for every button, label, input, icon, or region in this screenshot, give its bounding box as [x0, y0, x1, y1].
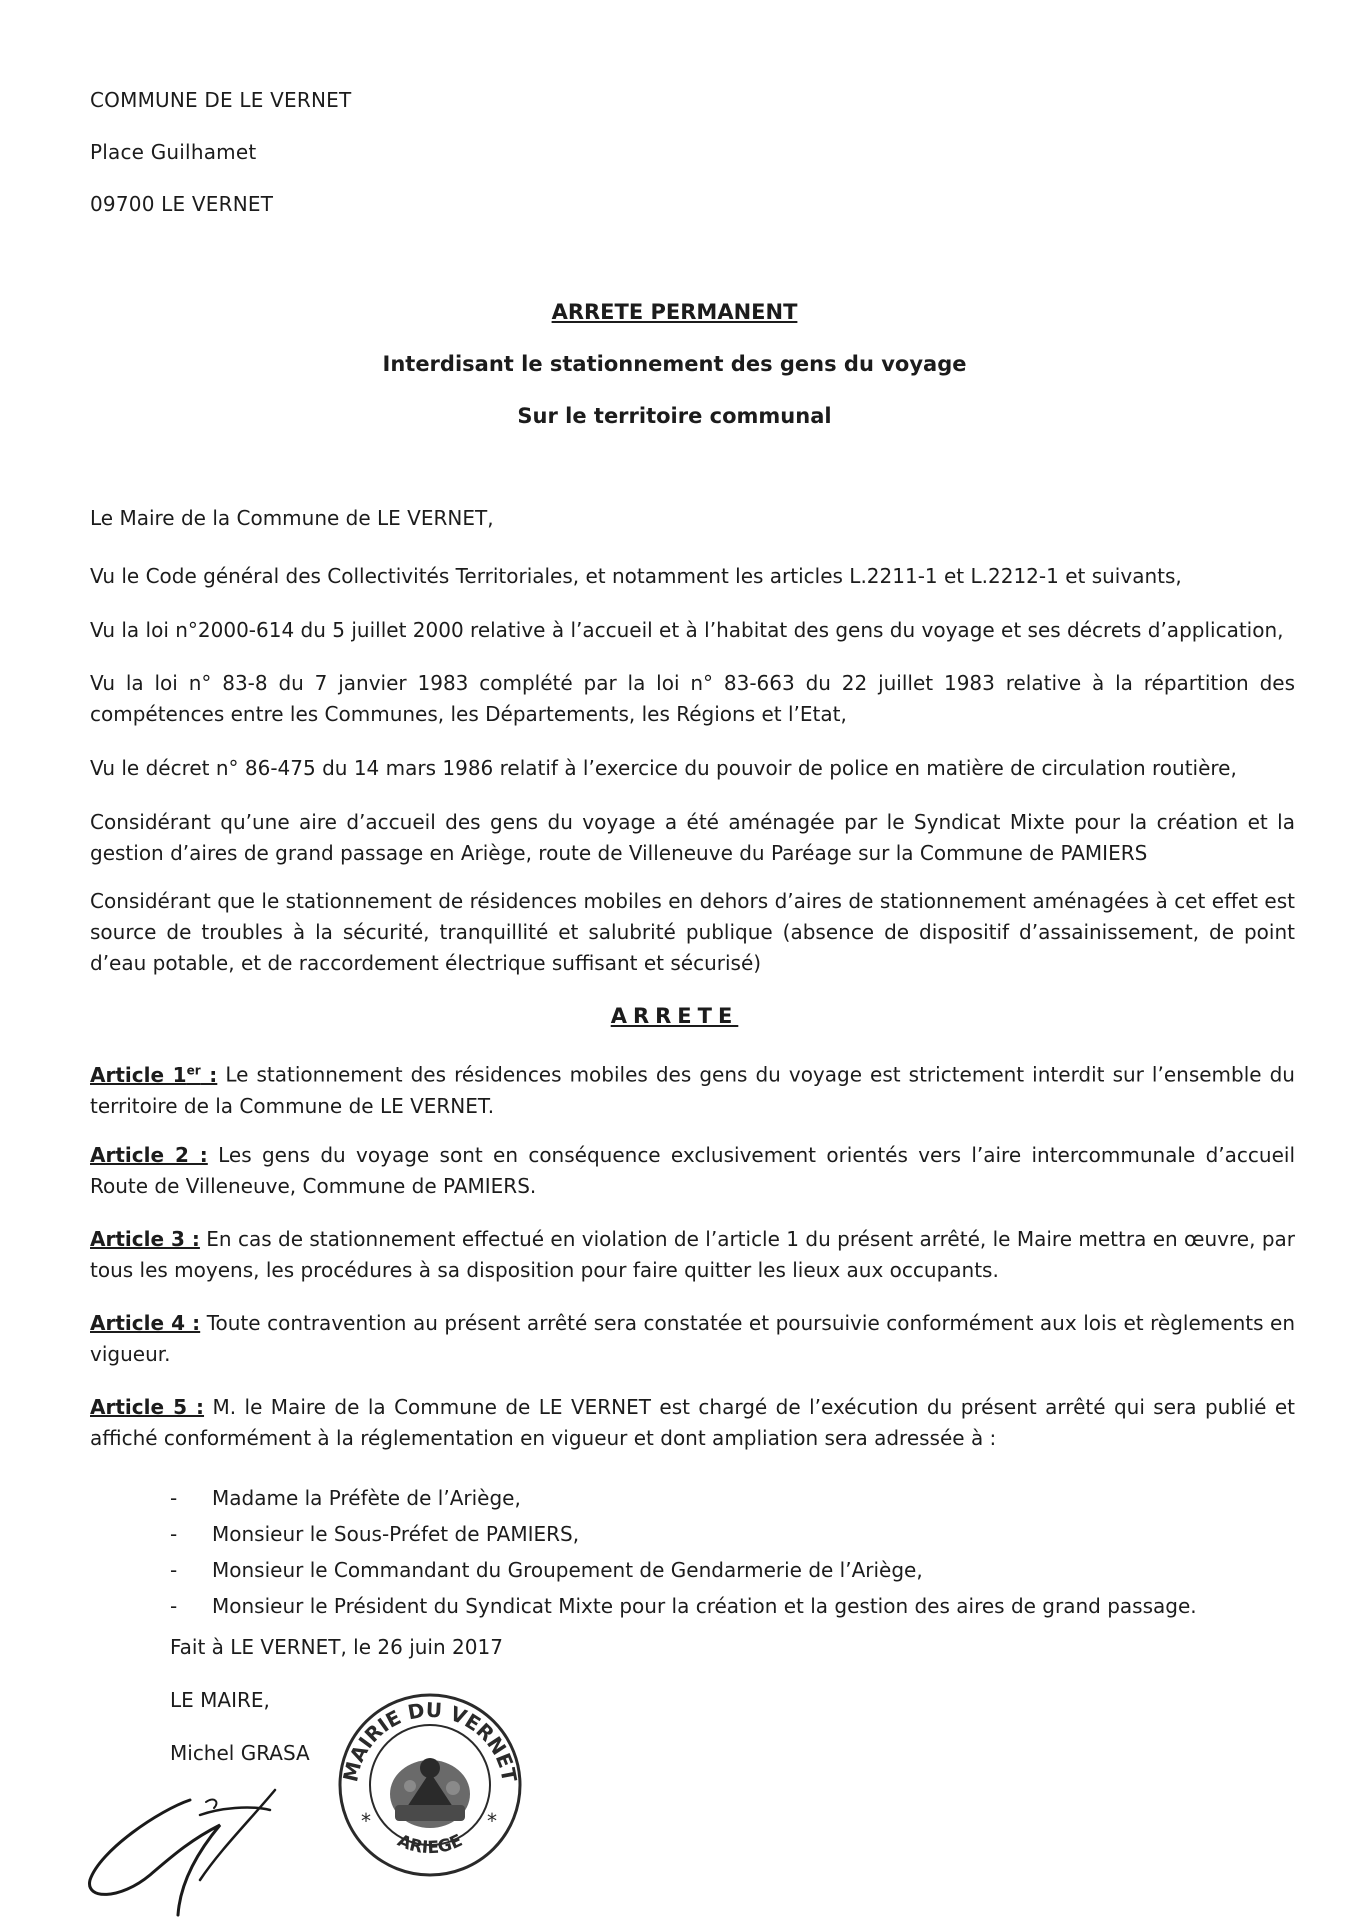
document-title: ARRETE PERMANENT [551, 300, 798, 324]
recipients-list [170, 1480, 1197, 1624]
article-2-text: Les gens du voyage sont en conséquence exclusivement orientés vers l’aire intercommunale d’accueil Route de Villeneuve, Commune de PAMIERS. [90, 1143, 1295, 1198]
signatory-name: Michel GRASA [170, 1741, 310, 1765]
article-5-text: M. le Maire de la Commune de LE VERNET est chargé de l’exécution du présent arrêté qui sera publié et affiché conformément à la réglementation en vigueur et dont ampliation sera adressée à : [90, 1395, 1296, 1450]
svg-text:ARIEGE: ARIEGE [394, 1830, 466, 1859]
preamble-loi-2000: Vu la loi n°2000-614 du 5 juillet 2000 relative à l’accueil et à l’habitat des gens du voyage et ses décrets d’application, [90, 618, 1284, 642]
document-subtitle-2: Sur le territoire communal [517, 404, 832, 428]
svg-text:MAIRIE DU VERNET: MAIRIE DU VERNET [338, 1697, 522, 1785]
svg-text:*: * [361, 1809, 371, 1833]
seal-icon [335, 1690, 525, 1880]
list-item: - Madame la Préfète de l’Ariège, [170, 1486, 521, 1510]
list-item: - Monsieur le Commandant du Groupement de Gendarmerie de l’Ariège, [170, 1558, 923, 1582]
article-3 [90, 1224, 1295, 1286]
article-1 [90, 1055, 1295, 1122]
commune-name: COMMUNE DE LE VERNET [90, 88, 352, 112]
commune-address: Place Guilhamet [90, 140, 257, 164]
article-3-label: Article 3 : [90, 1227, 200, 1251]
article-5-label: Article 5 : [90, 1395, 205, 1419]
article-4 [90, 1308, 1295, 1370]
preamble-considerant-2: Considérant que le stationnement de résidences mobiles en dehors d’aires de stationnement aménagées à cet effet est source de troubles à la sécurité, tranquillité et salubrité publique (absence de dispositif d’assainissement, de point d’eau potable, et de raccordement électrique suffisant et sécurisé) [90, 889, 1295, 975]
preamble-considerant-1: Considérant qu’une aire d’accueil des gens du voyage a été aménagée par le Syndicat Mixte pour la création et la gestion d’aires de grand passage en Ariège, route de Villeneuve du Paréage sur la Commune de PAMIERS [90, 810, 1295, 865]
document-subtitle-1: Interdisant le stationnement des gens du voyage [382, 352, 967, 376]
preamble-maire: Le Maire de la Commune de LE VERNET, [90, 506, 494, 530]
article-5 [90, 1392, 1295, 1454]
article-4-label: Article 4 : [90, 1311, 201, 1335]
handwritten-signature-icon [80, 1780, 310, 1920]
place-date: Fait à LE VERNET, le 26 juin 2017 [170, 1635, 503, 1659]
commune-postcode: 09700 LE VERNET [90, 192, 274, 216]
article-2 [90, 1140, 1295, 1202]
preamble-loi-1983: Vu la loi n° 83-8 du 7 janvier 1983 complété par la loi n° 83-663 du 22 juillet 1983 relative à la répartition des compétences entre les Communes, les Départements, les Régions et l’Etat, [90, 671, 1295, 726]
svg-text:*: * [487, 1809, 497, 1833]
list-item: - Monsieur le Président du Syndicat Mixte pour la création et la gestion des aires de grand passage. [170, 1594, 1197, 1618]
article-1-label: Article 1er : [90, 1062, 218, 1087]
article-4-text: Toute contravention au présent arrêté sera constatée et poursuivie conformément aux lois et règlements en vigueur. [90, 1311, 1296, 1366]
arrete-heading: ARRETE [610, 1004, 739, 1028]
article-1-text: Le stationnement des résidences mobiles des gens du voyage est strictement interdit sur l’ensemble du territoire de la Commune de LE VERNET. [90, 1062, 1295, 1118]
preamble-decret: Vu le décret n° 86-475 du 14 mars 1986 relatif à l’exercice du pouvoir de police en matière de circulation routière, [90, 756, 1237, 780]
article-2-label: Article 2 : [90, 1143, 208, 1167]
signatory-role: LE MAIRE, [170, 1688, 270, 1712]
article-3-text: En cas de stationnement effectué en violation de l’article 1 du présent arrêté, le Maire mettra en œuvre, par tous les moyens, les procédures à sa disposition pour faire quitter les lieux aux occupants. [90, 1227, 1296, 1282]
preamble-code: Vu le Code général des Collectivités Territoriales, et notamment les articles L.2211-1 et L.2212-1 et suivants, [90, 564, 1182, 588]
list-item: - Monsieur le Sous-Préfet de PAMIERS, [170, 1522, 580, 1546]
